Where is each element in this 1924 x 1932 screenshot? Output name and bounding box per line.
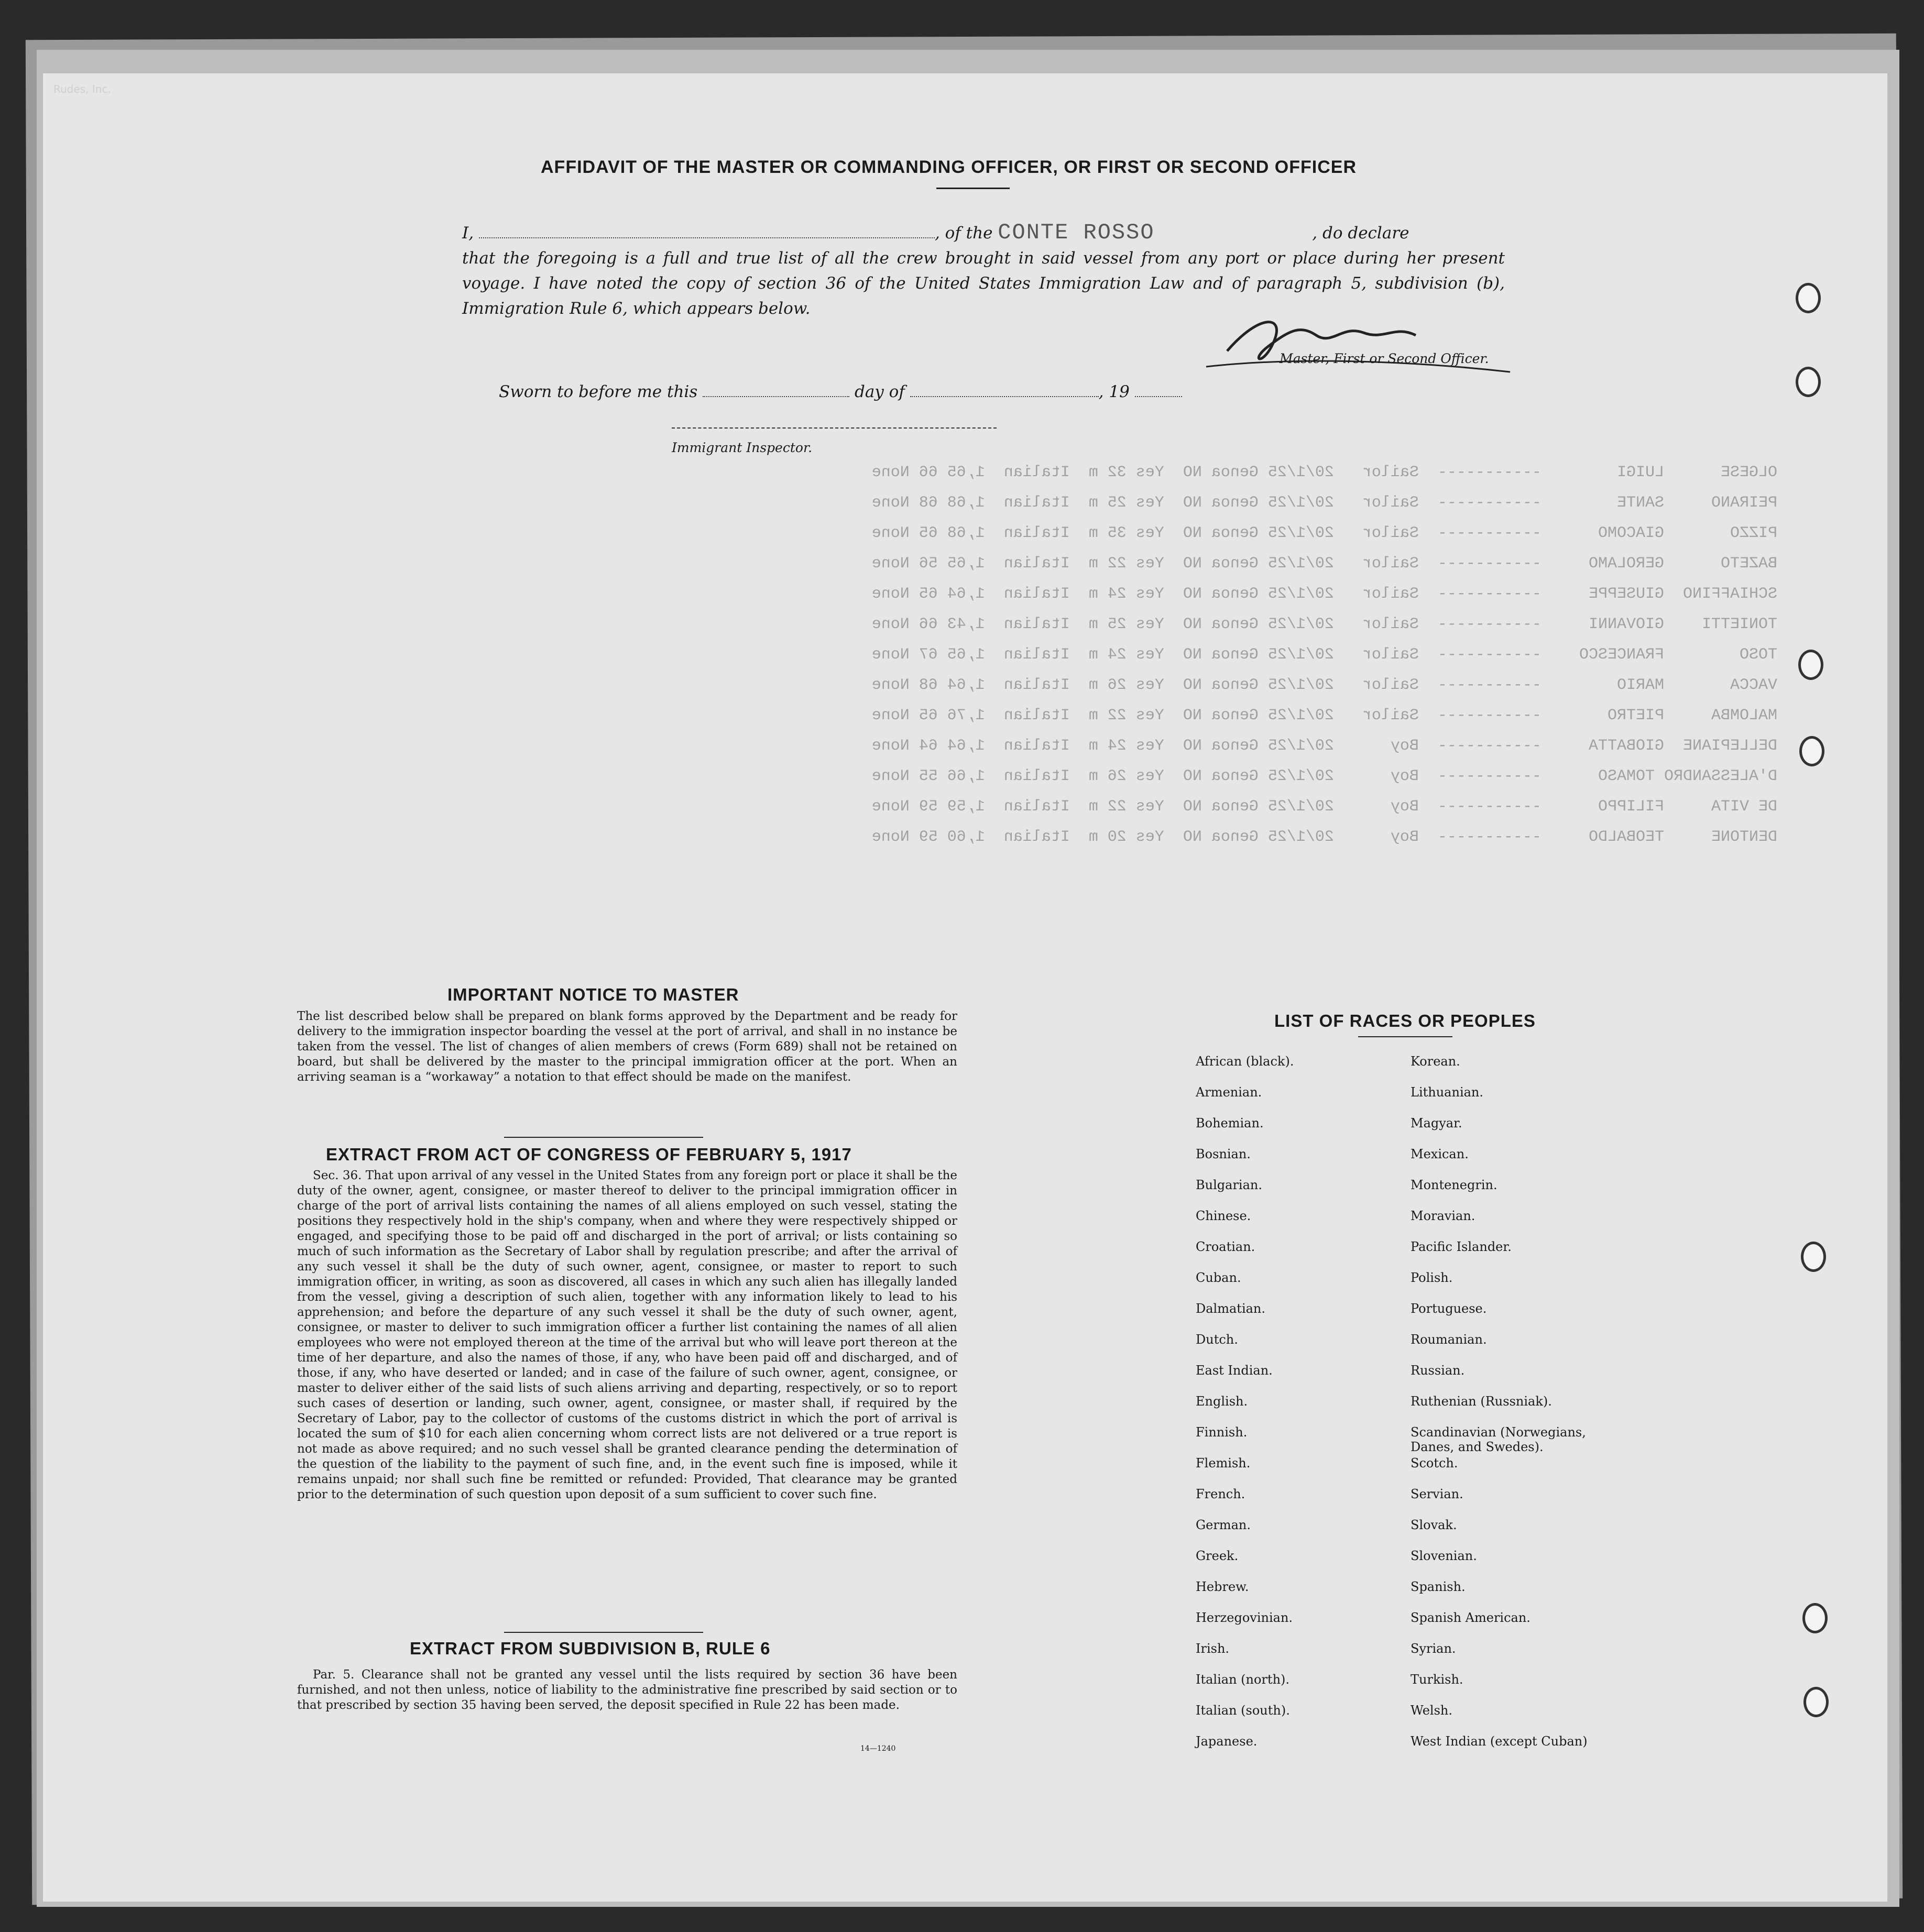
race-item: Dalmatian. xyxy=(1196,1301,1266,1316)
race-item: Russian. xyxy=(1411,1363,1465,1378)
title-divider xyxy=(936,188,1010,189)
race-item: Bulgarian. xyxy=(1196,1178,1262,1192)
race-item: East Indian. xyxy=(1196,1363,1273,1378)
inspector-caption: Immigrant Inspector. xyxy=(672,440,813,455)
bleed-through-row: TONIETTI GIOVANNI ----------- Sailor 20/1/25 Genoa NO Yes 25 m Italian 1,43 66 None xyxy=(871,616,1777,633)
race-item: Magyar. xyxy=(1411,1116,1462,1130)
binder-hole-icon xyxy=(1803,1687,1829,1717)
inspector-signature-line xyxy=(672,427,997,429)
race-item: Scandinavian (Norwegians, Danes, and Swedes). xyxy=(1411,1425,1586,1454)
race-item: Moravian. xyxy=(1411,1209,1475,1223)
bleed-through-row: PEIRANO SANTE ----------- Sailor 20/1/25 Genoa NO Yes 25 m Italian 1,68 68 None xyxy=(871,494,1777,512)
bleed-through-row: DENTONE TEOBALDO ----------- Boy 20/1/25 Genoa NO Yes 20 m Italian 1,60 59 None xyxy=(871,828,1777,846)
race-item: Lithuanian. xyxy=(1411,1085,1484,1100)
affidavit-title: AFFIDAVIT OF THE MASTER OR COMMANDING OFFICER, OR FIRST OR SECOND OFFICER xyxy=(541,157,1357,177)
race-item: Italian (north). xyxy=(1196,1672,1290,1687)
race-item: Armenian. xyxy=(1196,1085,1262,1100)
bleed-through-row: PIZZO GIACOMO ----------- Sailor 20/1/25 Genoa NO Yes 35 m Italian 1,68 65 None xyxy=(871,524,1777,542)
extract-act-title: EXTRACT FROM ACT OF CONGRESS OF FEBRUARY 5, 1917 xyxy=(326,1145,852,1164)
year-blank xyxy=(1135,382,1182,397)
race-item: Bosnian. xyxy=(1196,1147,1251,1161)
signature-caption: Master, First or Second Officer. xyxy=(1280,351,1489,366)
bleed-through-row: OLGESE LUIGI ----------- Sailor 20/1/25 Genoa NO Yes 32 m Italian 1,65 66 None xyxy=(871,464,1777,481)
race-item: Mexican. xyxy=(1411,1147,1469,1161)
races-right-column xyxy=(1411,1054,1620,1765)
race-item: Spanish. xyxy=(1411,1579,1466,1594)
race-item: Finnish. xyxy=(1196,1425,1248,1440)
race-item: Korean. xyxy=(1411,1054,1460,1069)
notice-divider xyxy=(504,1137,703,1138)
bleed-through-row: SCHIAFFINO GIUSEPPE ----------- Sailor 20/1/25 Genoa NO Yes 24 m Italian 1,64 65 None xyxy=(871,585,1777,603)
race-item: Herzegovinian. xyxy=(1196,1610,1293,1625)
race-item: Syrian. xyxy=(1411,1641,1456,1656)
race-item: French. xyxy=(1196,1487,1245,1501)
binder-hole-icon xyxy=(1802,1603,1828,1633)
day-blank xyxy=(703,382,849,397)
binder-hole-icon xyxy=(1801,1242,1826,1272)
ship-name: CONTE ROSSO xyxy=(998,220,1155,245)
race-item: Irish. xyxy=(1196,1641,1230,1656)
race-item: Cuban. xyxy=(1196,1270,1241,1285)
name-blank xyxy=(479,224,935,238)
race-item: Servian. xyxy=(1411,1487,1463,1501)
bleed-through-row: TOSO FRANCESCO ----------- Sailor 20/1/25 Genoa NO Yes 24 m Italian 1,65 67 None xyxy=(871,646,1777,664)
extract-divider xyxy=(504,1632,703,1633)
race-item: Slovak. xyxy=(1411,1518,1457,1532)
race-item: Italian (south). xyxy=(1196,1703,1290,1718)
year-prefix: , 19 xyxy=(1098,382,1130,401)
race-item: Japanese. xyxy=(1196,1734,1258,1749)
race-item: Roumanian. xyxy=(1411,1332,1487,1347)
notice-body: The list described below shall be prepared on blank forms approved by the Department and be ready for delivery to the immigration inspector boarding the vessel at the port of arrival, and shall in no instance be taken from the vessel. The list of changes of alien members of crews (Form 689) shall not be retained on board, but shall be delivered by the master to the principal immigration officer at the port. When an arriving seaman is a “workaway” a notation to that effect should be made on the manifest. xyxy=(297,1009,957,1084)
race-item: Chinese. xyxy=(1196,1209,1251,1223)
par5-body: Par. 5. Clearance shall not be granted any vessel until the lists required by section 36 have been furnished, and not then unless, notice of liability to the administrative fine prescribed by said section or to that prescribed by section 35 having been served, the deposit specified in Rule 22 has been made. xyxy=(297,1668,957,1712)
races-left-column xyxy=(1196,1054,1294,1765)
race-item: African (black). xyxy=(1196,1054,1294,1069)
race-item: Welsh. xyxy=(1411,1703,1452,1718)
do-declare-label: , do declare xyxy=(1312,224,1409,243)
extract-rule-title: EXTRACT FROM SUBDIVISION B, RULE 6 xyxy=(410,1639,771,1658)
bleed-through-row: D'ALESSANDRO TOMASO ----------- Boy 20/1/25 Genoa NO Yes 26 m Italian 1,66 55 None xyxy=(871,767,1777,785)
race-item: German. xyxy=(1196,1518,1251,1532)
day-of-label: day of xyxy=(854,382,905,401)
section-36-body: Sec. 36. That upon arrival of any vessel in the United States from any foreign port or place it shall be the duty of the owner, agent, consignee, or master thereof to deliver to the principal immigration officer in charge of the port of arrival lists containing the names of all aliens employed on such vessel, stating the positions they respectively hold in the ship's company, when and where they were respectively shipped or engaged, and specifying those to be paid off and discharged in the port of arrival; or lists containing so much of such information as the Secretary of Labor shall by regulation prescribe; and after the arrival of any such vessel it shall be the duty of such owner, agent, consignee, or master to report to such immigration officer, in writing, as soon as discovered, all cases in which any such alien has illegally landed from the vessel, giving a description of such alien, together with any information likely to lead to his apprehension; and before the departure of any such vessel it shall be the duty of such owner, agent, consignee, or master to deliver to such immigration officer a further list containing the names of all alien employees who were not employed thereon at the time of the arrival but who will leave port thereon at the time of her departure, and also the names of those, if any, who have been paid off and discharged, and of those, if any, who have deserted or landed; and in case of the failure of such owner, agent, consignee, or master to deliver either of the said lists of such aliens arriving and departing, respectively, or so to report such cases of desertion or landing, such owner, agent, consignee, or master shall, if required by the Secretary of Labor, pay to the collector of customs of the customs district in which the port of arrival is located the sum of $10 for each alien concerning whom correct lists are not delivered or a true report is not made as above required; and no such vessel shall be granted clearance pending the determination of the question of the liability to the payment of such fine, and, in the event such fine is imposed, while it remains unpaid; nor shall such fine be remitted or refunded: Provided, That clearance may be granted prior to the determination of such question upon deposit of a sum sufficient to cover such fine. xyxy=(297,1169,957,1501)
bleed-through-row: MALOMBA PIETRO ----------- Sailor 20/1/25 Genoa NO Yes 22 m Italian 1,76 65 None xyxy=(871,707,1777,724)
binder-hole-icon xyxy=(1799,736,1824,766)
affidavit-first-line xyxy=(462,220,1505,246)
race-item: Portuguese. xyxy=(1411,1301,1487,1316)
corner-text: Rudes, Inc. xyxy=(53,83,111,95)
ship-name-field xyxy=(998,220,1312,245)
bleed-through-crew-list xyxy=(163,464,1777,859)
binder-hole-icon xyxy=(1796,283,1821,313)
races-divider xyxy=(1358,1036,1452,1037)
i-label: I, xyxy=(462,224,474,243)
race-item: Polish. xyxy=(1411,1270,1453,1285)
bleed-through-row: DELLEPIANE GIOBATTA ----------- Boy 20/1/25 Genoa NO Yes 24 m Italian 1,64 64 None xyxy=(871,737,1777,755)
bleed-through-row: VACCA MARIO ----------- Sailor 20/1/25 Genoa NO Yes 26 m Italian 1,64 68 None xyxy=(871,676,1777,694)
officer-signature xyxy=(1196,304,1521,377)
sworn-line xyxy=(499,382,1182,401)
races-title: LIST OF RACES OR PEOPLES xyxy=(1274,1011,1536,1030)
race-item: West Indian (except Cuban) xyxy=(1411,1734,1588,1749)
manifest-sheet xyxy=(43,73,1887,1902)
month-blank xyxy=(910,382,1099,397)
race-item: Turkish. xyxy=(1411,1672,1463,1687)
binder-hole-icon xyxy=(1796,367,1821,397)
race-item: Hebrew. xyxy=(1196,1579,1249,1594)
race-item: Pacific Islander. xyxy=(1411,1239,1512,1254)
race-item: Ruthenian (Russniak). xyxy=(1411,1394,1552,1409)
form-number: 14—1240 xyxy=(860,1744,896,1753)
race-item: Scotch. xyxy=(1411,1456,1458,1470)
binder-hole-icon xyxy=(1798,650,1823,680)
sworn-prefix: Sworn to before me this xyxy=(499,382,698,401)
race-item: Flemish. xyxy=(1196,1456,1251,1470)
bleed-through-row: DE VITA FILIPPO ----------- Boy 20/1/25 Genoa NO Yes 22 m Italian 1,59 59 None xyxy=(871,798,1777,816)
race-item: Bohemian. xyxy=(1196,1116,1264,1130)
race-item: Montenegrin. xyxy=(1411,1178,1497,1192)
race-item: Spanish American. xyxy=(1411,1610,1531,1625)
affidavit-body: that the foregoing is a full and true list of all the crew brought in said vessel from any port or place during her present voyage. I have noted the copy of section 36 of the United States Immigration Law and of paragraph 5, subdivision (b), Immigration Rule 6, which appears below. xyxy=(462,249,1505,318)
race-item: Greek. xyxy=(1196,1549,1239,1563)
race-item: English. xyxy=(1196,1394,1248,1409)
race-item: Slovenian. xyxy=(1411,1549,1477,1563)
bleed-through-row: BAZETO GEROLAMO ----------- Sailor 20/1/25 Genoa NO Yes 22 m Italian 1,65 56 None xyxy=(871,555,1777,573)
race-item: Dutch. xyxy=(1196,1332,1238,1347)
of-the-label: , of the xyxy=(934,224,993,243)
notice-title: IMPORTANT NOTICE TO MASTER xyxy=(447,985,739,1004)
race-item: Croatian. xyxy=(1196,1239,1255,1254)
